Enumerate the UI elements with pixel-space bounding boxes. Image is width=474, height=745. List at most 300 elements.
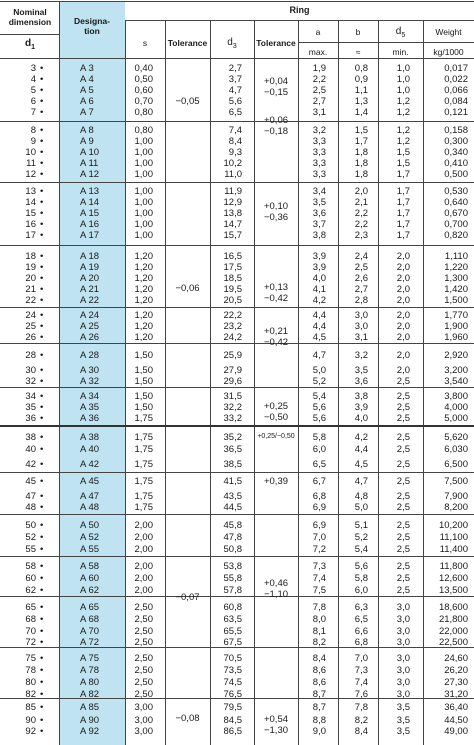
cell-a: 3,3 xyxy=(312,136,326,147)
cell-designation: A 26 xyxy=(80,332,100,343)
table-row xyxy=(0,521,474,531)
cell-designation: A 92 xyxy=(80,726,100,737)
cell-d3: 67,5 xyxy=(223,637,242,648)
cell-b: 2,2 xyxy=(354,208,368,219)
group-rule xyxy=(0,245,474,246)
cell-b: 4,0 xyxy=(354,413,368,424)
cell-nominal-dimension: 7 xyxy=(30,107,36,118)
cell-nominal-dimension: 11 xyxy=(26,158,36,169)
cell-a: 2,7 xyxy=(312,96,326,107)
header-sub-rule xyxy=(298,42,474,43)
cell-b: 3,0 xyxy=(354,321,368,332)
bullet-marker: • xyxy=(40,626,44,637)
cell-nominal-dimension: 17 xyxy=(25,230,36,241)
table-row xyxy=(0,311,474,321)
cell-designation: A 28 xyxy=(80,350,100,361)
cell-designation: A 82 xyxy=(80,689,100,700)
table-row xyxy=(0,503,474,513)
header-s: s xyxy=(142,38,148,48)
cell-s: 2,00 xyxy=(134,544,153,555)
header-nominal-dimension: Nominal dimension xyxy=(8,7,52,27)
cell-d5: 1,2 xyxy=(396,96,410,107)
cell-designation: A 55 xyxy=(80,544,100,555)
cell-d5: 3,5 xyxy=(396,702,410,713)
cell-a: 3,6 xyxy=(312,208,326,219)
tolerance-d3-value: +0,13 xyxy=(263,282,289,293)
cell-d5: 2,5 xyxy=(396,491,410,502)
cell-d5: 1,2 xyxy=(396,125,410,136)
bullet-marker: • xyxy=(40,284,44,295)
cell-s: 1,00 xyxy=(134,136,153,147)
cell-weight: 0,084 xyxy=(444,96,468,107)
cell-d3: 17,5 xyxy=(223,262,242,273)
tolerance-d3-value: +0,04 xyxy=(263,76,289,87)
cell-nominal-dimension: 75 xyxy=(25,653,36,664)
table-row xyxy=(0,678,474,688)
cell-designation: A 5 xyxy=(80,85,94,96)
tolerance-d3-value: −0,15 xyxy=(263,87,289,98)
group-rule xyxy=(0,596,474,597)
cell-designation: A 17 xyxy=(80,230,100,241)
cell-designation: A 15 xyxy=(80,208,100,219)
group-rule xyxy=(0,387,474,388)
cell-nominal-dimension: 80 xyxy=(25,677,36,688)
cell-nominal-dimension: 34 xyxy=(25,391,36,402)
cell-a: 8,7 xyxy=(312,702,326,713)
cell-d5: 2,0 xyxy=(396,332,410,343)
cell-weight: 22,000 xyxy=(438,626,468,637)
cell-s: 2,50 xyxy=(134,614,153,625)
table-row xyxy=(0,727,474,737)
tolerance-s-value: −0,07 xyxy=(175,592,200,603)
cell-b: 1,4 xyxy=(354,107,368,118)
header-ring-rule xyxy=(125,20,474,21)
cell-d5: 2,5 xyxy=(396,585,410,596)
cell-b: 7,3 xyxy=(354,665,368,676)
cell-weight: 5,000 xyxy=(444,413,468,424)
cell-s: 1,00 xyxy=(134,219,153,230)
cell-nominal-dimension: 18 xyxy=(25,251,36,262)
cell-nominal-dimension: 13 xyxy=(25,186,36,197)
cell-designation: A 50 xyxy=(80,520,100,531)
cell-designation: A 36 xyxy=(80,413,100,424)
table-row xyxy=(0,209,474,219)
cell-b: 1,8 xyxy=(354,158,368,169)
bullet-marker: • xyxy=(40,689,44,700)
cell-d3: 32,2 xyxy=(223,402,242,413)
cell-b: 2,4 xyxy=(354,251,368,262)
cell-b: 1,8 xyxy=(354,147,368,158)
bullet-marker: • xyxy=(40,491,44,502)
cell-d5: 2,0 xyxy=(396,365,410,376)
table-row xyxy=(0,159,474,169)
cell-nominal-dimension: 60 xyxy=(25,573,36,584)
cell-nominal-dimension: 58 xyxy=(25,561,36,572)
table-row xyxy=(0,615,474,625)
nominal-split-rule xyxy=(0,34,59,35)
cell-d3: 10,2 xyxy=(223,158,242,169)
cell-weight: 22,500 xyxy=(438,637,468,648)
bullet-marker: • xyxy=(40,125,44,136)
cell-weight: 7,500 xyxy=(444,476,468,487)
cell-d3: 74,5 xyxy=(223,677,242,688)
cell-b: 0,9 xyxy=(354,74,368,85)
bullet-marker: • xyxy=(40,726,44,737)
cell-designation: A 48 xyxy=(80,502,100,513)
cell-d3: 36,5 xyxy=(223,444,242,455)
cell-d5: 3,0 xyxy=(396,665,410,676)
cell-s: 1,75 xyxy=(134,491,153,502)
cell-b: 6,3 xyxy=(354,602,368,613)
cell-weight: 11,100 xyxy=(439,532,468,543)
cell-weight: 0,158 xyxy=(444,125,468,136)
cell-d3: 16,5 xyxy=(223,251,242,262)
cell-b: 7,4 xyxy=(354,677,368,688)
tolerance-d3-value: −0,36 xyxy=(263,212,289,223)
cell-d5: 3,5 xyxy=(396,715,410,726)
cell-weight: 6,500 xyxy=(444,459,468,470)
cell-d5: 2,5 xyxy=(396,502,410,513)
cell-designation: A 21 xyxy=(80,284,100,295)
cell-b: 1,7 xyxy=(354,136,368,147)
bullet-marker: • xyxy=(40,96,44,107)
tolerance-s-value: −0,05 xyxy=(175,96,200,107)
bullet-marker: • xyxy=(40,715,44,726)
cell-nominal-dimension: 48 xyxy=(25,502,36,513)
cell-b: 2,0 xyxy=(354,186,368,197)
bullet-marker: • xyxy=(40,432,44,443)
cell-d5: 2,5 xyxy=(396,573,410,584)
table-row xyxy=(0,574,474,584)
cell-weight: 11,800 xyxy=(439,561,468,572)
cell-d3: 47,8 xyxy=(223,532,242,543)
cell-a: 5,6 xyxy=(312,413,326,424)
cell-designation: A 70 xyxy=(80,626,100,637)
cell-a: 8,6 xyxy=(312,677,326,688)
bullet-marker: • xyxy=(40,444,44,455)
table-row xyxy=(0,252,474,262)
bullet-marker: • xyxy=(40,208,44,219)
cell-a: 8,7 xyxy=(312,689,326,700)
bullet-marker: • xyxy=(40,702,44,713)
cell-d3: 12,9 xyxy=(223,197,242,208)
cell-s: 1,20 xyxy=(134,262,153,273)
table-row xyxy=(0,187,474,197)
cell-b: 2,8 xyxy=(354,295,368,306)
cell-designation: A 35 xyxy=(80,402,100,413)
cell-d3: 44,5 xyxy=(223,502,242,513)
bullet-marker: • xyxy=(40,295,44,306)
cell-s: 1,20 xyxy=(134,332,153,343)
cell-d5: 2,5 xyxy=(396,476,410,487)
cell-b: 4,7 xyxy=(354,476,368,487)
table-row xyxy=(0,460,474,470)
tolerance-d3-value: −0,42 xyxy=(263,293,289,304)
cell-b: 5,1 xyxy=(354,520,368,531)
cell-a: 2,2 xyxy=(312,74,326,85)
cell-d5: 2,0 xyxy=(396,310,410,321)
cell-weight: 7,900 xyxy=(444,491,468,502)
cell-nominal-dimension: 52 xyxy=(25,532,36,543)
table-row xyxy=(0,86,474,96)
table-row xyxy=(0,333,474,343)
cell-designation: A 65 xyxy=(80,602,100,613)
cell-weight: 0,300 xyxy=(444,136,468,147)
cell-d5: 2,5 xyxy=(396,432,410,443)
cell-designation: A 3 xyxy=(80,63,94,74)
cell-s: 2,00 xyxy=(134,520,153,531)
group-rule xyxy=(0,343,474,344)
cell-d3: 5,6 xyxy=(228,96,242,107)
cell-a: 3,3 xyxy=(312,169,326,180)
cell-nominal-dimension: 47 xyxy=(25,491,36,502)
cell-designation: A 14 xyxy=(80,197,100,208)
cell-b: 3,1 xyxy=(354,332,368,343)
cell-weight: 3,200 xyxy=(444,365,468,376)
cell-b: 1,8 xyxy=(354,169,368,180)
cell-weight: 12,600 xyxy=(438,573,468,584)
cell-d5: 2,0 xyxy=(396,350,410,361)
cell-d5: 1,0 xyxy=(396,74,410,85)
cell-s: 1,00 xyxy=(134,208,153,219)
bullet-marker: • xyxy=(40,158,44,169)
cell-b: 4,8 xyxy=(354,491,368,502)
cell-d3: 23,2 xyxy=(223,321,242,332)
cell-d3: 18,5 xyxy=(223,273,242,284)
bullet-marker: • xyxy=(40,136,44,147)
cell-d5: 2,5 xyxy=(396,561,410,572)
cell-d5: 2,5 xyxy=(396,444,410,455)
cell-a: 7,3 xyxy=(312,561,326,572)
cell-designation: A 85 xyxy=(80,702,100,713)
cell-d3: 60,8 xyxy=(223,602,242,613)
cell-b: 3,2 xyxy=(354,350,368,361)
cell-a: 5,6 xyxy=(312,402,326,413)
header-d3: $d_3$ xyxy=(227,37,237,50)
cell-designation: A 34 xyxy=(80,391,100,402)
cell-d5: 3,0 xyxy=(396,653,410,664)
bullet-marker: • xyxy=(40,85,44,96)
bullet-marker: • xyxy=(40,251,44,262)
cell-weight: 0,700 xyxy=(444,219,468,230)
cell-d5: 1,7 xyxy=(396,197,410,208)
cell-s: 2,50 xyxy=(134,689,153,700)
cell-nominal-dimension: 22 xyxy=(25,295,36,306)
cell-b: 2,5 xyxy=(354,262,368,273)
table-row xyxy=(0,170,474,180)
cell-d3: 4,7 xyxy=(228,85,242,96)
cell-d3: 84,5 xyxy=(223,715,242,726)
cell-d3: 33,2 xyxy=(223,413,242,424)
table-row xyxy=(0,666,474,676)
header-a-max: max. xyxy=(308,47,328,57)
group-rule xyxy=(0,307,474,308)
cell-nominal-dimension: 42 xyxy=(25,459,36,470)
cell-b: 3,9 xyxy=(354,402,368,413)
table-row xyxy=(0,148,474,158)
table-row xyxy=(0,220,474,230)
cell-weight: 36,40 xyxy=(444,702,468,713)
bullet-marker: • xyxy=(40,230,44,241)
cell-designation: A 80 xyxy=(80,677,100,688)
cell-weight: 0,066 xyxy=(444,85,468,96)
cell-d5: 1,7 xyxy=(396,169,410,180)
cell-nominal-dimension: 32 xyxy=(25,376,36,387)
tolerance-d3-value: +0,10 xyxy=(263,201,289,212)
cell-d3: 9,3 xyxy=(228,147,242,158)
cell-weight: 0,410 xyxy=(444,158,468,169)
bullet-marker: • xyxy=(40,561,44,572)
cell-a: 4,4 xyxy=(312,321,326,332)
cell-s: 2,50 xyxy=(134,637,153,648)
cell-d3: 45,8 xyxy=(223,520,242,531)
cell-weight: 18,600 xyxy=(438,602,468,613)
cell-d5: 1,2 xyxy=(396,107,410,118)
cell-nominal-dimension: 25 xyxy=(25,321,36,332)
cell-d3: 27,9 xyxy=(223,365,242,376)
cell-nominal-dimension: 40 xyxy=(25,444,36,455)
tolerance-d3-value: +0,21 xyxy=(263,326,289,337)
cell-designation: A 32 xyxy=(80,376,100,387)
cell-weight: 10,200 xyxy=(438,520,468,531)
cell-s: 1,20 xyxy=(134,321,153,332)
cell-weight: 3,800 xyxy=(444,391,468,402)
cell-designation: A 75 xyxy=(80,653,100,664)
header-tolerance-d3: Tolerance xyxy=(256,38,296,48)
group-rule xyxy=(0,425,474,427)
cell-s: 1,20 xyxy=(134,251,153,262)
table-row xyxy=(0,690,474,700)
cell-designation: A 90 xyxy=(80,715,100,726)
cell-weight: 1,500 xyxy=(444,295,468,306)
cell-weight: 49,00 xyxy=(444,726,468,737)
cell-weight: 1,110 xyxy=(444,251,468,262)
table-row xyxy=(0,533,474,543)
cell-designation: A 7 xyxy=(80,107,94,118)
cell-s: 1,50 xyxy=(134,391,153,402)
cell-s: 0,70 xyxy=(134,96,153,107)
cell-nominal-dimension: 78 xyxy=(25,665,36,676)
cell-d3: 86,5 xyxy=(223,726,242,737)
cell-d5: 2,5 xyxy=(396,391,410,402)
bullet-marker: • xyxy=(40,147,44,158)
cell-designation: A 38 xyxy=(80,432,100,443)
cell-s: 3,00 xyxy=(134,726,153,737)
header-designation: Designa-tion xyxy=(74,16,110,36)
cell-s: 0,80 xyxy=(134,125,153,136)
cell-s: 1,75 xyxy=(134,459,153,470)
cell-nominal-dimension: 92 xyxy=(25,726,36,737)
bullet-marker: • xyxy=(40,310,44,321)
bullet-marker: • xyxy=(40,402,44,413)
cell-b: 8,2 xyxy=(354,715,368,726)
cell-nominal-dimension: 35 xyxy=(25,402,36,413)
cell-designation: A 78 xyxy=(80,665,100,676)
table-row xyxy=(0,492,474,502)
cell-b: 4,5 xyxy=(354,459,368,470)
cell-s: 2,00 xyxy=(134,561,153,572)
cell-designation: A 22 xyxy=(80,295,100,306)
cell-designation: A 6 xyxy=(80,96,94,107)
cell-nominal-dimension: 68 xyxy=(25,614,36,625)
cell-d3: 73,5 xyxy=(223,665,242,676)
header-tolerance-s: Tolerance xyxy=(167,38,208,48)
header-b: b xyxy=(355,27,361,37)
cell-d5: 3,0 xyxy=(396,602,410,613)
cell-d3: 29,6 xyxy=(223,376,242,387)
cell-a: 7,8 xyxy=(312,602,326,613)
table-row xyxy=(0,137,474,147)
cell-designation: A 40 xyxy=(80,444,100,455)
tolerance-d3-value: −0,18 xyxy=(263,126,289,137)
cell-nominal-dimension: 9 xyxy=(30,136,36,147)
cell-designation: A 45 xyxy=(80,476,100,487)
cell-d5: 2,5 xyxy=(396,413,410,424)
table-row xyxy=(0,403,474,413)
cell-d3: 31,5 xyxy=(223,391,242,402)
bullet-marker: • xyxy=(40,332,44,343)
cell-weight: 24,60 xyxy=(444,653,468,664)
cell-b: 3,6 xyxy=(354,376,368,387)
cell-b: 6,5 xyxy=(354,614,368,625)
table-row xyxy=(0,126,474,136)
bullet-marker: • xyxy=(40,614,44,625)
cell-weight: 0,017 xyxy=(444,63,468,74)
cell-nominal-dimension: 62 xyxy=(25,585,36,596)
cell-nominal-dimension: 72 xyxy=(25,637,36,648)
table-row xyxy=(0,654,474,664)
cell-designation: A 25 xyxy=(80,321,100,332)
cell-weight: 0,640 xyxy=(444,197,468,208)
cell-nominal-dimension: 12 xyxy=(25,169,36,180)
cell-weight: 3,540 xyxy=(444,376,468,387)
bullet-marker: • xyxy=(40,262,44,273)
cell-d3: 65,5 xyxy=(223,626,242,637)
cell-d3: 8,4 xyxy=(228,136,242,147)
table-row xyxy=(0,274,474,284)
cell-d3: 11,0 xyxy=(224,169,242,180)
cell-d3: 7,4 xyxy=(228,125,242,136)
cell-s: 1,00 xyxy=(134,197,153,208)
cell-s: 1,20 xyxy=(134,284,153,295)
cell-nominal-dimension: 24 xyxy=(25,310,36,321)
bullet-marker: • xyxy=(40,459,44,470)
cell-b: 2,2 xyxy=(354,219,368,230)
cell-weight: 1,300 xyxy=(444,273,468,284)
cell-nominal-dimension: 14 xyxy=(25,197,36,208)
cell-designation: A 72 xyxy=(80,637,100,648)
group-rule xyxy=(0,514,474,515)
cell-nominal-dimension: 19 xyxy=(25,262,36,273)
cell-d5: 2,5 xyxy=(396,544,410,555)
cell-nominal-dimension: 65 xyxy=(25,602,36,613)
cell-s: 0,60 xyxy=(134,85,153,96)
cell-weight: 2,920 xyxy=(444,350,468,361)
cell-b: 2,6 xyxy=(354,273,368,284)
cell-d3: 57,8 xyxy=(223,585,242,596)
cell-designation: A 9 xyxy=(80,136,94,147)
cell-s: 1,75 xyxy=(134,413,153,424)
cell-a: 8,2 xyxy=(312,637,326,648)
cell-nominal-dimension: 5 xyxy=(30,85,36,96)
cell-a: 6,5 xyxy=(312,459,326,470)
cell-designation: A 58 xyxy=(80,561,100,572)
cell-a: 5,2 xyxy=(312,376,326,387)
bullet-marker: • xyxy=(40,350,44,361)
cell-d5: 1,0 xyxy=(396,85,410,96)
cell-nominal-dimension: 16 xyxy=(25,219,36,230)
bullet-marker: • xyxy=(40,653,44,664)
